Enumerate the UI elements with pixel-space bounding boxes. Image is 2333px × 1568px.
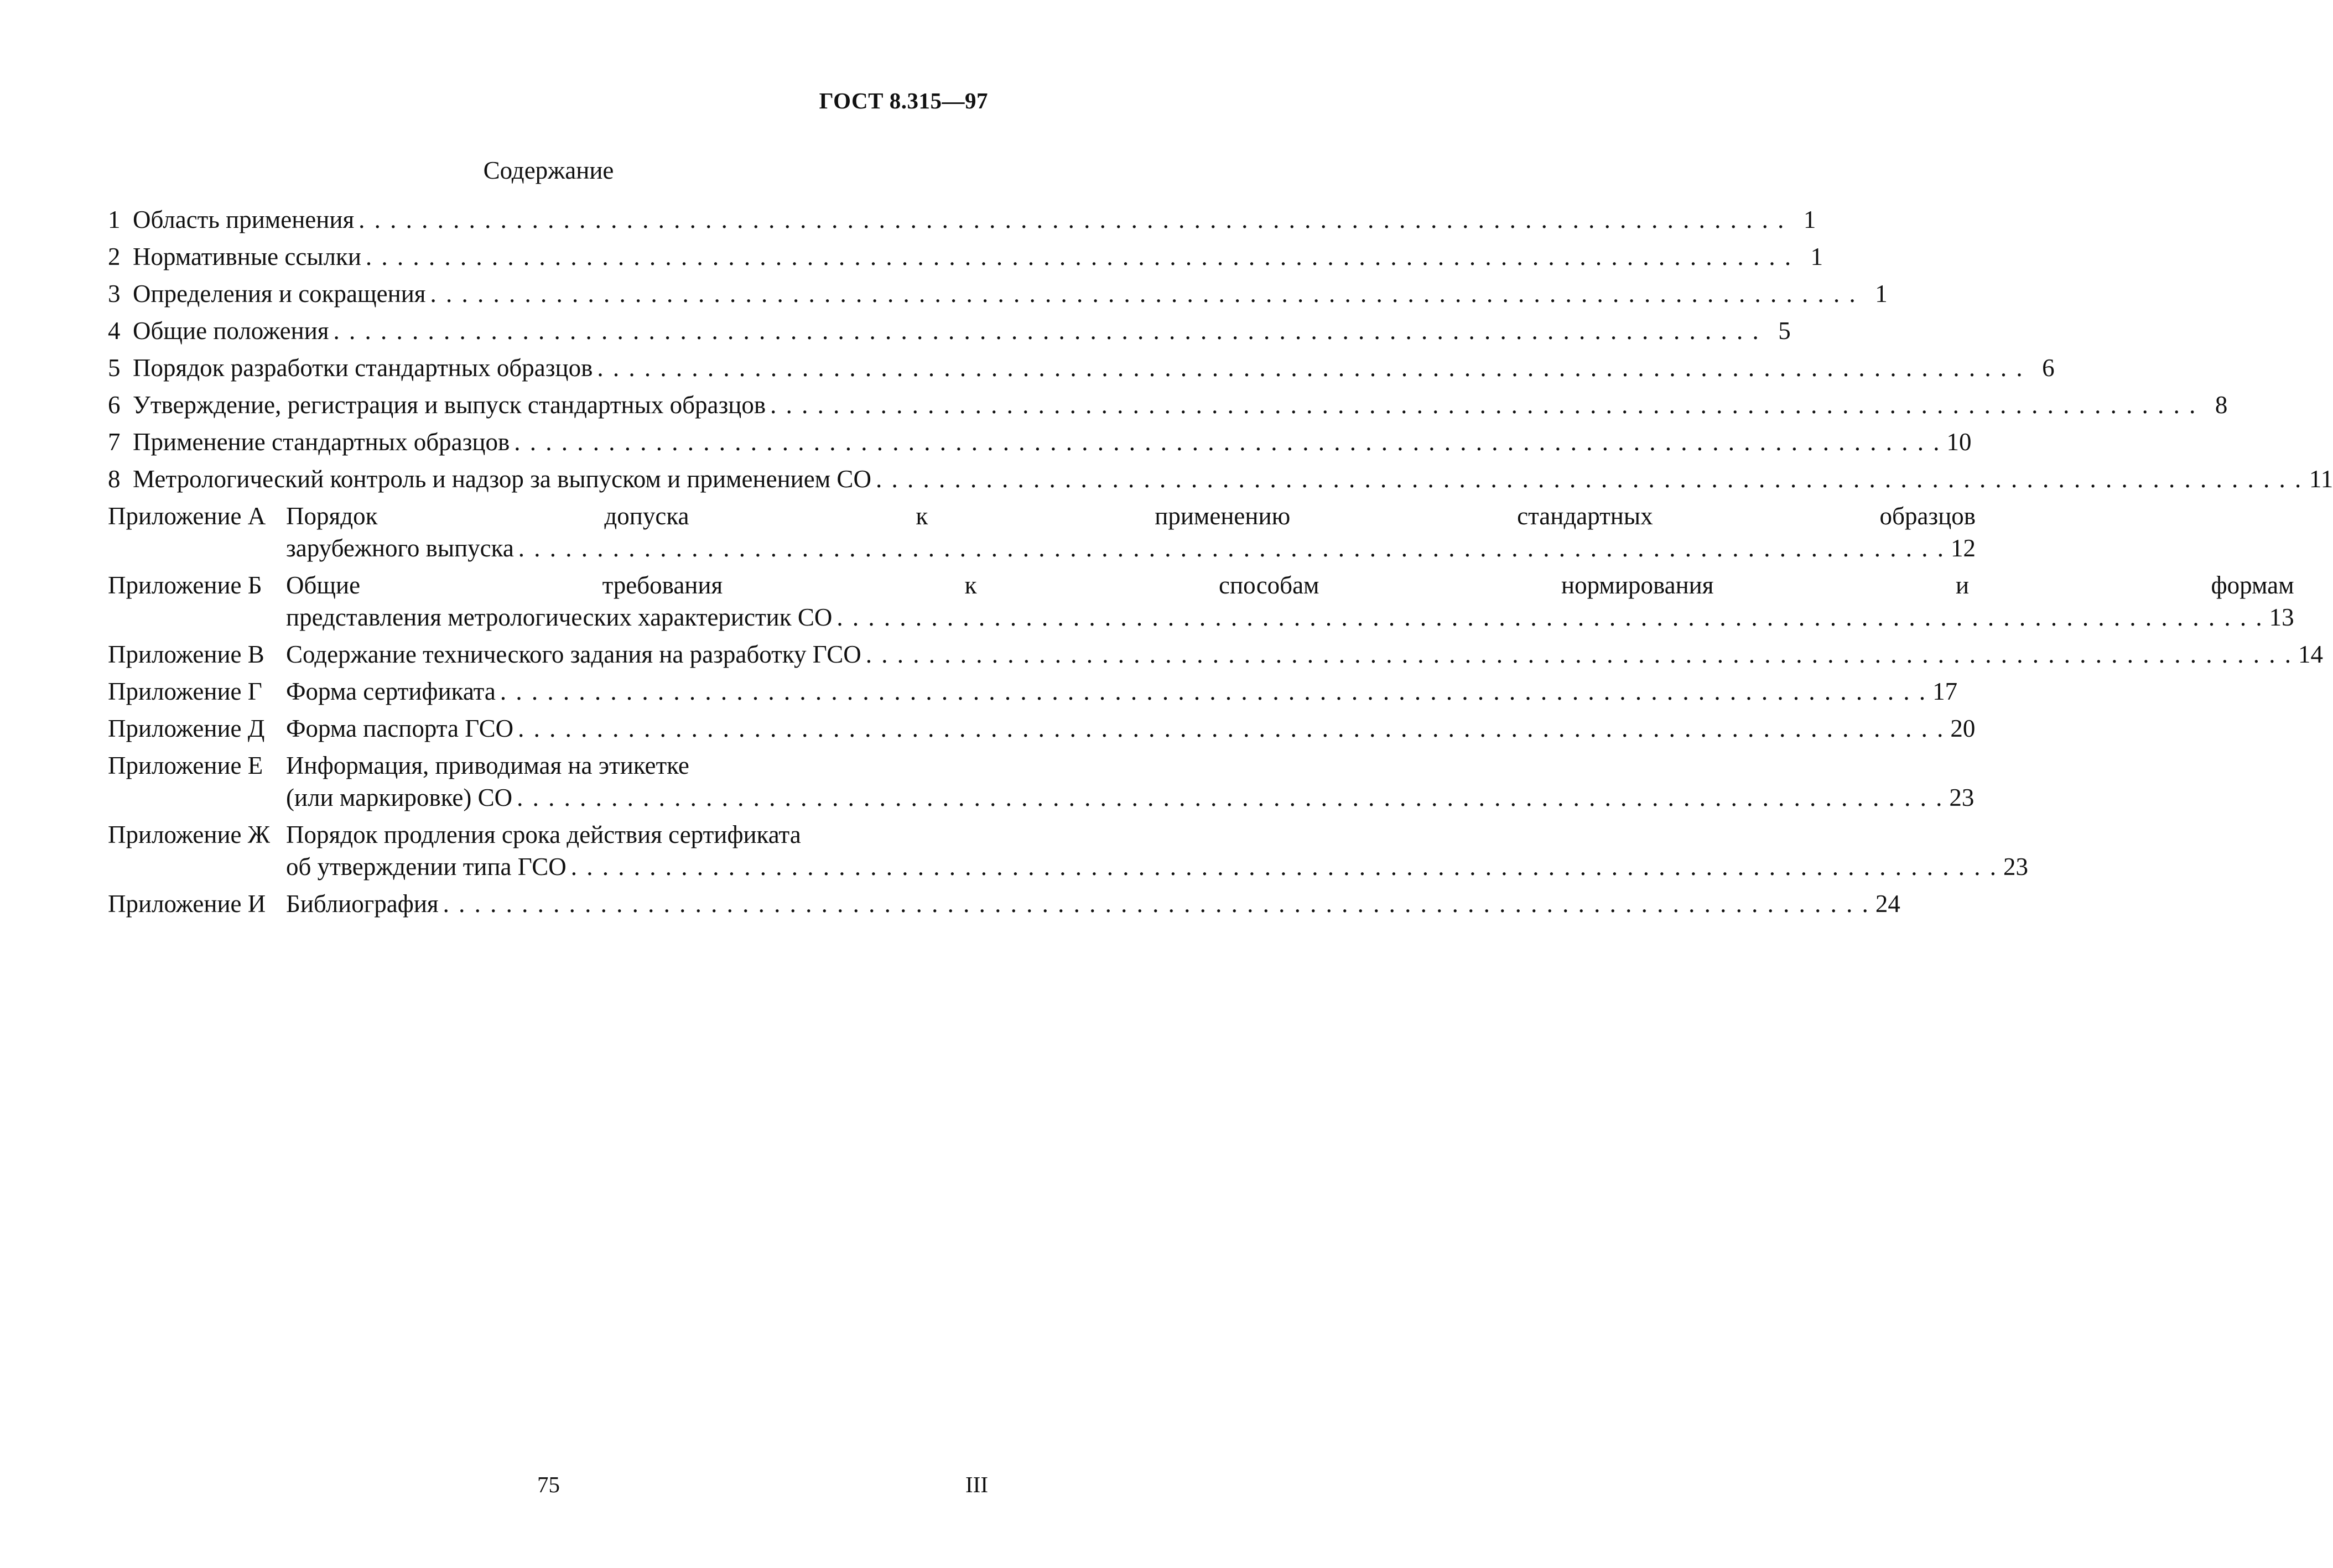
toc-entry-page: 20 — [1950, 715, 1976, 742]
toc-entry-page: 10 — [1946, 428, 1972, 456]
toc-entry-number: 2 — [108, 243, 121, 270]
toc-entry-title: Применение стандартных образцов — [133, 428, 510, 456]
leader-dots — [443, 888, 1868, 920]
toc-entry[interactable] — [108, 204, 1816, 236]
appendix-title-line1: Информация, приводимая на этикетке — [286, 752, 689, 779]
toc-entry-page: 13 — [2269, 603, 2294, 631]
toc-entry-page: 14 — [2298, 640, 2323, 668]
leader-dots — [866, 638, 2291, 670]
appendix-title-line1: Содержание технического задания на разработку ГСО — [286, 640, 861, 668]
toc-entry[interactable] — [108, 426, 1972, 458]
toc-appendix-entry[interactable] — [108, 675, 1958, 707]
page-number: 75 — [537, 1472, 560, 1497]
toc-appendix-entry[interactable] — [108, 638, 2323, 670]
toc-entry-number: 3 — [108, 280, 121, 308]
toc-entry-number: 8 — [108, 465, 121, 493]
appendix-title-line1: Библиография — [286, 890, 439, 918]
leader-dots — [517, 782, 1942, 814]
toc-appendix-entry[interactable] — [108, 749, 1975, 814]
appendix-title-line2: представления метрологических характеристик СО — [286, 603, 833, 631]
leader-dots — [876, 463, 2301, 495]
appendix-title-line2: (или маркировке) СО — [286, 784, 513, 811]
toc-title: Содержание — [483, 157, 614, 184]
roman-page-number: III — [965, 1472, 988, 1497]
leader-dots — [597, 352, 2022, 384]
appendix-label: Приложение Д — [108, 715, 265, 742]
leader-dots — [500, 675, 1925, 707]
toc-entry-title: Порядок разработки стандартных образцов — [133, 354, 593, 382]
toc-entry-page: 8 — [2215, 391, 2228, 419]
toc-entry-page: 1 — [1875, 280, 1888, 308]
toc-entry-page: 17 — [1932, 678, 1958, 705]
appendix-label: Приложение Ж — [108, 821, 271, 848]
toc-entry-page: 1 — [1810, 243, 1823, 270]
toc-entry-title: Утверждение, регистрация и выпуск стандартных образцов — [133, 391, 766, 419]
leader-dots — [518, 712, 1943, 744]
leader-dots — [571, 851, 1996, 883]
appendix-label: Приложение В — [108, 640, 264, 668]
toc-appendix-entry[interactable] — [108, 888, 1900, 920]
toc-entry[interactable] — [108, 352, 2055, 384]
toc-entry[interactable] — [108, 315, 1791, 347]
toc-entry-page: 24 — [1875, 890, 1900, 918]
toc-entry-page: 23 — [2003, 853, 2028, 881]
table-of-contents — [108, 204, 2333, 925]
leader-dots — [836, 601, 2262, 633]
toc-entry-title: Общие положения — [133, 317, 329, 345]
toc-entry-page: 12 — [1951, 534, 1976, 562]
leader-dots — [514, 426, 1939, 458]
toc-entry-title: Нормативные ссылки — [133, 243, 361, 270]
toc-entry-number: 4 — [108, 317, 121, 345]
toc-entry-page: 6 — [2042, 354, 2055, 382]
appendix-title-line1: Общие требования к способам нормирования и формам — [286, 571, 2294, 599]
toc-entry-title: Определения и сокращения — [133, 280, 426, 308]
document-code: ГОСТ 8.315—97 — [819, 88, 988, 113]
toc-appendix-entry[interactable] — [108, 712, 1976, 744]
leader-dots — [430, 278, 1856, 310]
appendix-title-line2: зарубежного выпуска — [286, 534, 514, 562]
appendix-title-line2: об утверждении типа ГСО — [286, 853, 567, 881]
toc-entry[interactable] — [108, 278, 1888, 310]
appendix-label: Приложение Е — [108, 752, 263, 779]
toc-appendix-entry[interactable] — [108, 500, 1976, 564]
toc-entry-page: 5 — [1778, 317, 1791, 345]
leader-dots — [770, 389, 2195, 421]
appendix-label: Приложение Б — [108, 571, 262, 599]
leader-dots — [518, 532, 1944, 564]
toc-appendix-entry[interactable] — [108, 819, 2028, 883]
appendix-title-line1: Порядок допуска к применению стандартных образцов — [286, 502, 1976, 530]
toc-entry-page: 11 — [2309, 465, 2333, 493]
appendix-title-line1: Форма паспорта ГСО — [286, 715, 514, 742]
toc-entry-page: 23 — [1949, 784, 1975, 811]
toc-entry-title: Метрологический контроль и надзор за выпуском и применением СО — [133, 465, 871, 493]
appendix-title-line1: Форма сертификата — [286, 678, 496, 705]
appendix-title-line1: Порядок продления срока действия сертификата — [286, 821, 801, 848]
toc-entry[interactable] — [108, 389, 2228, 421]
toc-entry-title: Область применения — [133, 206, 355, 233]
toc-entry-number: 5 — [108, 354, 121, 382]
toc-entry-page: 1 — [1803, 206, 1816, 233]
toc-entry-number: 6 — [108, 391, 121, 419]
toc-entry[interactable] — [108, 241, 1823, 273]
leader-dots — [366, 241, 1791, 273]
toc-entry-number: 7 — [108, 428, 121, 456]
appendix-label: Приложение И — [108, 890, 266, 918]
toc-entry[interactable] — [108, 463, 2333, 495]
leader-dots — [358, 204, 1784, 236]
appendix-label: Приложение А — [108, 502, 266, 530]
toc-entry-number: 1 — [108, 206, 121, 233]
leader-dots — [334, 315, 1759, 347]
appendix-label: Приложение Г — [108, 678, 262, 705]
toc-appendix-entry[interactable] — [108, 569, 2294, 633]
